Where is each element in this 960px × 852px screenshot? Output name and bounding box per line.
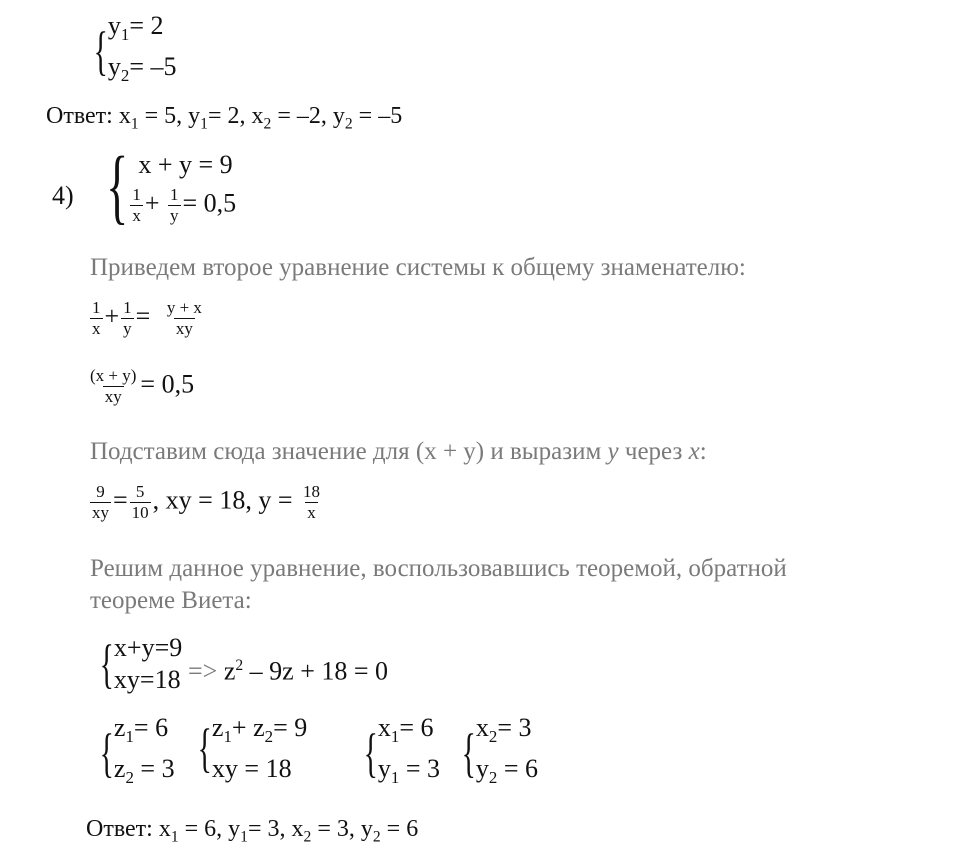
system-line-y1: $y_1= 2$ (107, 11, 164, 44)
step-2-text: Подставим сюда значение для (x + y) и выразим y через x: (90, 438, 707, 465)
quadratic-equation: => $z^2 - 9z + 18 = 0$ (188, 656, 389, 686)
problem-4-system (88, 140, 237, 233)
system-brace: { (99, 722, 114, 783)
vieta-sum: $z_1+ z_2= 9$ (211, 713, 308, 746)
system-brace: { (106, 140, 129, 233)
final-answer (86, 816, 418, 846)
problem-4-eq2: $\frac{1}{x}$ + $\frac{1}{y}$ = 0,5 (132, 184, 237, 225)
top-system (82, 10, 177, 92)
problem-number: 4) (52, 181, 74, 210)
solution-2-system (450, 712, 538, 794)
final-answer-text: $x_1 = 6$, $y_1= 3$, $x_2 = 3$, $y_2 = 6$ (158, 816, 419, 846)
vieta-check-system (186, 712, 307, 785)
problem-4-eq1: x + y = 9 (138, 149, 233, 179)
system-brace: { (99, 634, 114, 694)
solution-x2: $x_2= 3$ (475, 713, 532, 746)
root-z1: $z_1= 6$ (113, 713, 169, 746)
equation-common-denominator: $\frac{1}{x}$ + $\frac{1}{y}$ = $\frac{y + x}{xy}$ (92, 298, 202, 338)
system-line-y2: $y_2= -5$ (107, 51, 177, 85)
final-answer-label: Ответ: (86, 816, 153, 842)
equation-substitution: $\frac{9}{xy}$ = $\frac{5}{10}$ , xy = 18, y = $\frac{18}{x}$ (92, 482, 320, 522)
vieta-eq2: xy=18 (113, 665, 181, 694)
system-brace: { (461, 722, 476, 783)
step-1-text: Приведем второе уравнение системы к общему знаменателю: (90, 254, 746, 281)
equation-fraction-half: $\frac{(x + y)}{xy}$ = 0,5 (90, 366, 195, 406)
vieta-eq1: x+y=9 (113, 633, 183, 662)
solution-1-system (352, 712, 440, 794)
system-brace: { (363, 722, 378, 783)
step-3-text: Решим данное уравнение, воспользовавшись теоремой, обратной теореме Виета: (90, 555, 787, 614)
answer-1-text: $x_1 = 5$, $y_1= 2$, $x_2 = -2$, $y_2 = -5$ (118, 103, 403, 133)
vieta-system (88, 632, 182, 696)
solution-y1: $y_1 = 3$ (377, 753, 441, 787)
answer-1 (46, 103, 402, 133)
system-brace: { (93, 20, 108, 81)
root-z2: $z_2 = 3$ (113, 753, 175, 787)
answer-1-label: Ответ: (46, 103, 113, 129)
solution-y2: $y_2 = 6$ (475, 753, 539, 787)
solution-x1: $x_1= 6$ (377, 713, 434, 746)
vieta-product: xy = 18 (211, 753, 292, 783)
system-brace: { (197, 718, 212, 779)
roots-system (88, 712, 175, 794)
